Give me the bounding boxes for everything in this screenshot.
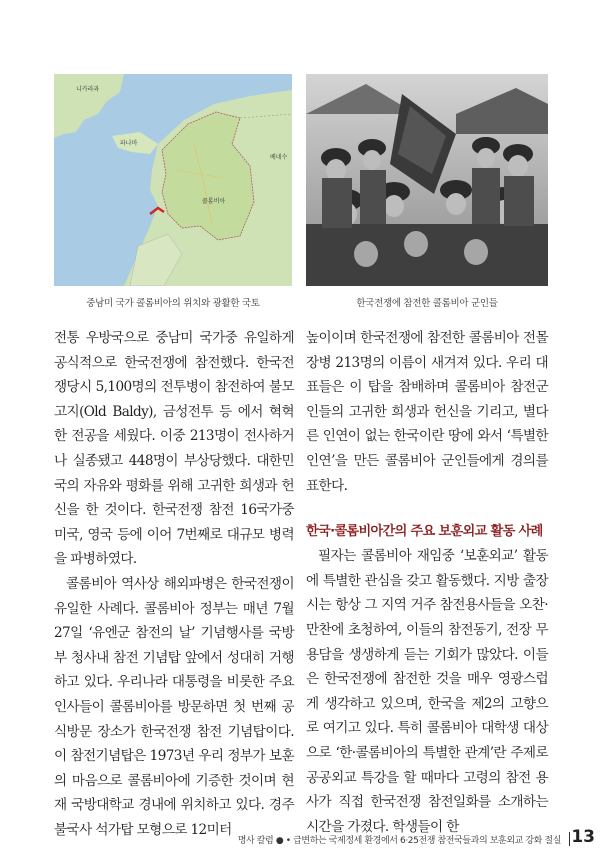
photo-figure <box>306 74 548 309</box>
photo-caption: 한국전쟁에 참전한 콜롬비아 군인들 <box>356 298 498 309</box>
map-label-nicaragua: 니카라과 <box>76 86 100 93</box>
footer-divider <box>569 832 570 846</box>
map-caption: 중남미 국가 콜롬비아의 위치와 광활한 국토 <box>86 298 260 309</box>
body-paragraph-3: 높이이며 한국전쟁에 참전한 콜롬비아 전몰장병 213명의 이름이 새겨져 있다. 우리 대표들은 이 탑을 참배하며 콜롬비아 참전군인들의 고귀한 희생과 헌신을 기리고, 별다른 인연이 없는 한국이란 땅에 와서 ‘특별한 인연’을 만든 콜롬비아 군인들에게 경의를 표한다. <box>306 330 548 494</box>
soldiers-photo-graphic <box>306 74 548 286</box>
section-heading: 한국·콜롬비아간의 주요 보훈외교 활동 사례 <box>306 524 543 540</box>
footer-running-title: 명사 칼럼 ● • 급변하는 국제정세 환경에서 6·25전쟁 참전국들과의 보훈외교 강화 절실 <box>237 836 561 846</box>
map-figure <box>54 74 292 309</box>
map-label-colombia: 콜롬비아 <box>202 198 226 205</box>
map-label-venezuela: 베네수 <box>270 154 288 161</box>
map-image <box>54 74 292 286</box>
body-paragraph-2: 콜롬비아 역사상 해외파병은 한국전쟁이 유일한 사례다. 콜롬비아 정부는 매년 7월 27일 ‘유엔군 참전의 날’ 기념행사를 국방부 청사내 참전 기념탑 앞에서 성대히 거행하고 있다. 우리나라 대통령을 비롯한 주요 인사들이 콜롬비아를 방문하면 첫 번째 공식방문 장소가 한국전쟁 참전 기념탑이다. 이 참전기념탑은 1973년 우리 정부가 보훈의 마음으로 콜롬비아에 기증한 것이며 현재 국방대학교 경내에 위치하고 있다. 경주 불국사 석가탑 모형으로 12미터 <box>54 575 294 838</box>
body-paragraph-1: 전통 우방국으로 중남미 국가중 유일하게 공식적으로 한국전쟁에 참전했다. 한국전쟁당시 5,100명의 전투병이 참전하여 불모고지(Old Baldy), 금성전투 등 에서 혁혁한 전공을 세웠다. 이중 213명이 전사하거나 실종됐고 448명이 부상당했다. 대한민국의 자유와 평화를 위해 고귀한 희생과 헌신을 한 것이다. 한국전쟁 참전 16국가중 미국, 영국 등에 이어 7번째로 대규모 병력을 파병하였다. <box>54 330 294 568</box>
left-column <box>54 326 294 842</box>
page-number: 13 <box>571 827 595 847</box>
soldiers-photo <box>306 74 548 286</box>
body-paragraph-4: 필자는 콜롬비아 재임중 ‘보훈외교’ 활동에 특별한 관심을 갖고 활동했다. 지방 출장시는 항상 그 지역 거주 참전용사들을 오찬·만찬에 초청하여, 이들의 참전동기, 전장 무용담을 생생하게 듣는 기회가 많았다. 이들은 한국전쟁에 참전한 것을 매우 영광스럽게 생각하고 있으며, 한국을 제2의 고향으로 여기고 있다. 특히 콜롬비아 대학생 대상으로 ‘한·콜롬비아의 특별한 관계’란 주제로 공공외교 특강을 할 때마다 고령의 참전 용사가 직접 한국전쟁 참전일화를 소개하는 시간을 가졌다. 학생들이 한 <box>306 548 548 835</box>
page-footer <box>0 822 611 852</box>
right-column <box>306 326 548 839</box>
map-label-panama: 파나마 <box>120 140 138 147</box>
colombia-map-graphic <box>54 74 292 286</box>
